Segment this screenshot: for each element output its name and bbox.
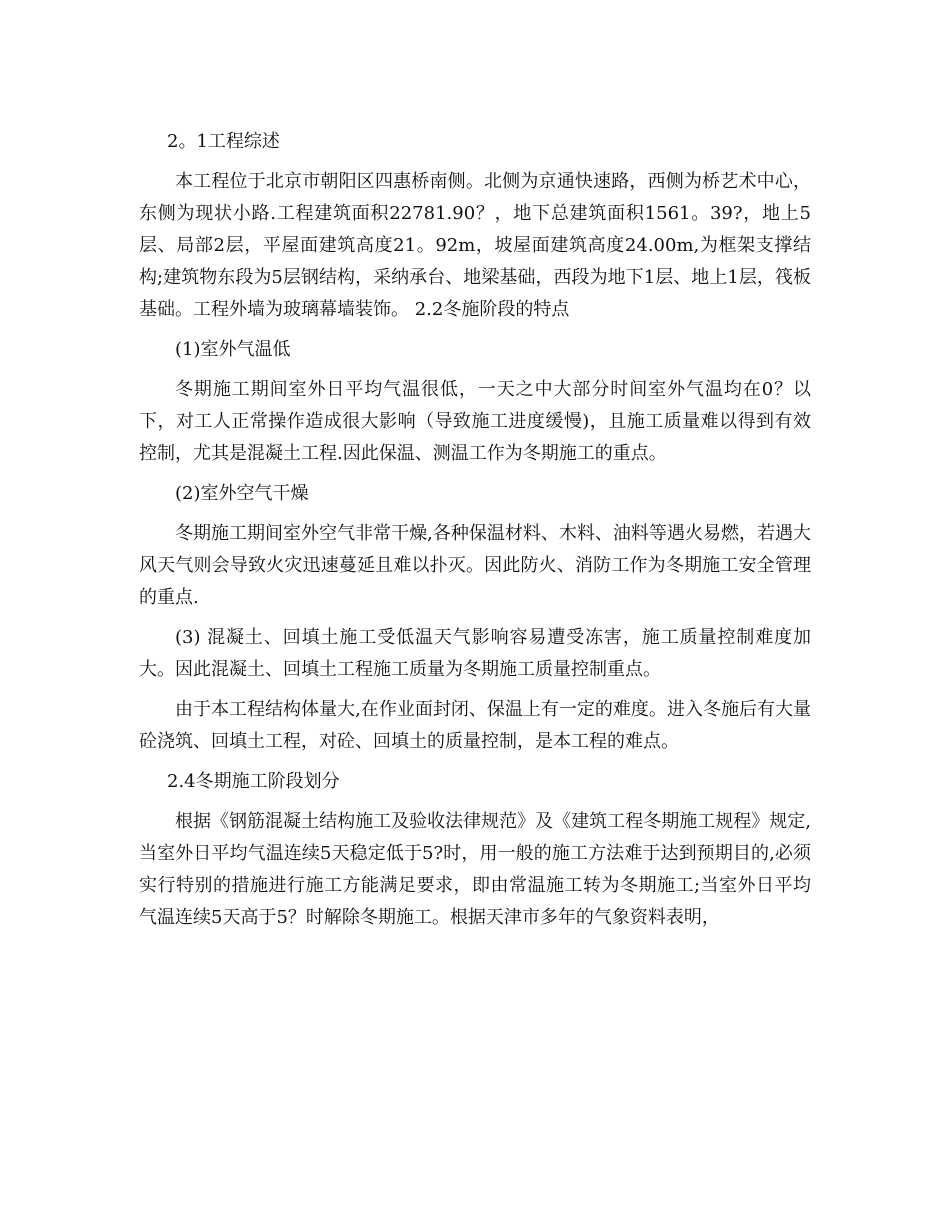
paragraph-concrete-backfill: (3) 混凝土、回填土施工受低温天气影响容易遭受冻害，施工质量控制难度加大。因此混凝土、回填土工程施工质量为冬期施工质量控制重点。	[139, 627, 811, 680]
subheading-dry-air: (2)室外空气干燥	[175, 483, 309, 504]
section-heading-2-4: 2.4冬期施工阶段划分	[167, 771, 340, 792]
paragraph-structure-volume: 由于本工程结构体量大,在作业面封闭、保温上有一定的难度。进入冬施后有大量砼浇筑、回填土工程，对砼、回填土的质量控制，是本工程的难点。	[139, 699, 811, 752]
document-body	[139, 126, 811, 942]
subheading-low-temperature: (1)室外气温低	[175, 339, 291, 360]
section-heading-2-1: 2。1工程综述	[167, 131, 280, 152]
paragraph-winter-standard: 根据《钢筋混凝土结构施工及验收法律规范》及《建筑工程冬期施工规程》规定,当室外日平均气温连续5天稳定低于5?时，用一般的施工方法难于达到预期目的,必须实行特别的措施进行施工方能满足要求，即由常温施工转为冬期施工;当室外日平均气温连续5天高于5？时解除冬期施工。根据天津市多年的气象资料表明，	[139, 811, 811, 928]
paragraph-low-temperature: 冬期施工期间室外日平均气温很低，一天之中大部分时间室外气温均在0？以下，对工人正常操作造成很大影响（导致施工进度缓慢)，且施工质量难以得到有效控制，尤其是混凝土工程.因此保温、测温工作为冬期施工的重点。	[139, 379, 811, 464]
paragraph-project-overview: 本工程位于北京市朝阳区四惠桥南侧。北侧为京通快速路，西侧为桥艺术中心，东侧为现状小路.工程建筑面积22781.90？，地下总建筑面积1561。39?，地上5层、局部2层，平屋面建筑高度21。92m，坡屋面建筑高度24.00m,为框架支撑结构;建筑物东段为5层钢结构，采纳承台、地梁基础，西段为地下1层、地上1层，筏板基础。工程外墙为玻璃幕墙装饰。 2.2冬施阶段的特点	[139, 171, 811, 320]
paragraph-dry-air: 冬期施工期间室外空气非常干燥,各种保温材料、木料、油料等遇火易燃，若遇大风天气则会导致火灾迅速蔓延且难以扑灭。因此防火、消防工作为冬期施工安全管理的重点.	[139, 523, 811, 608]
